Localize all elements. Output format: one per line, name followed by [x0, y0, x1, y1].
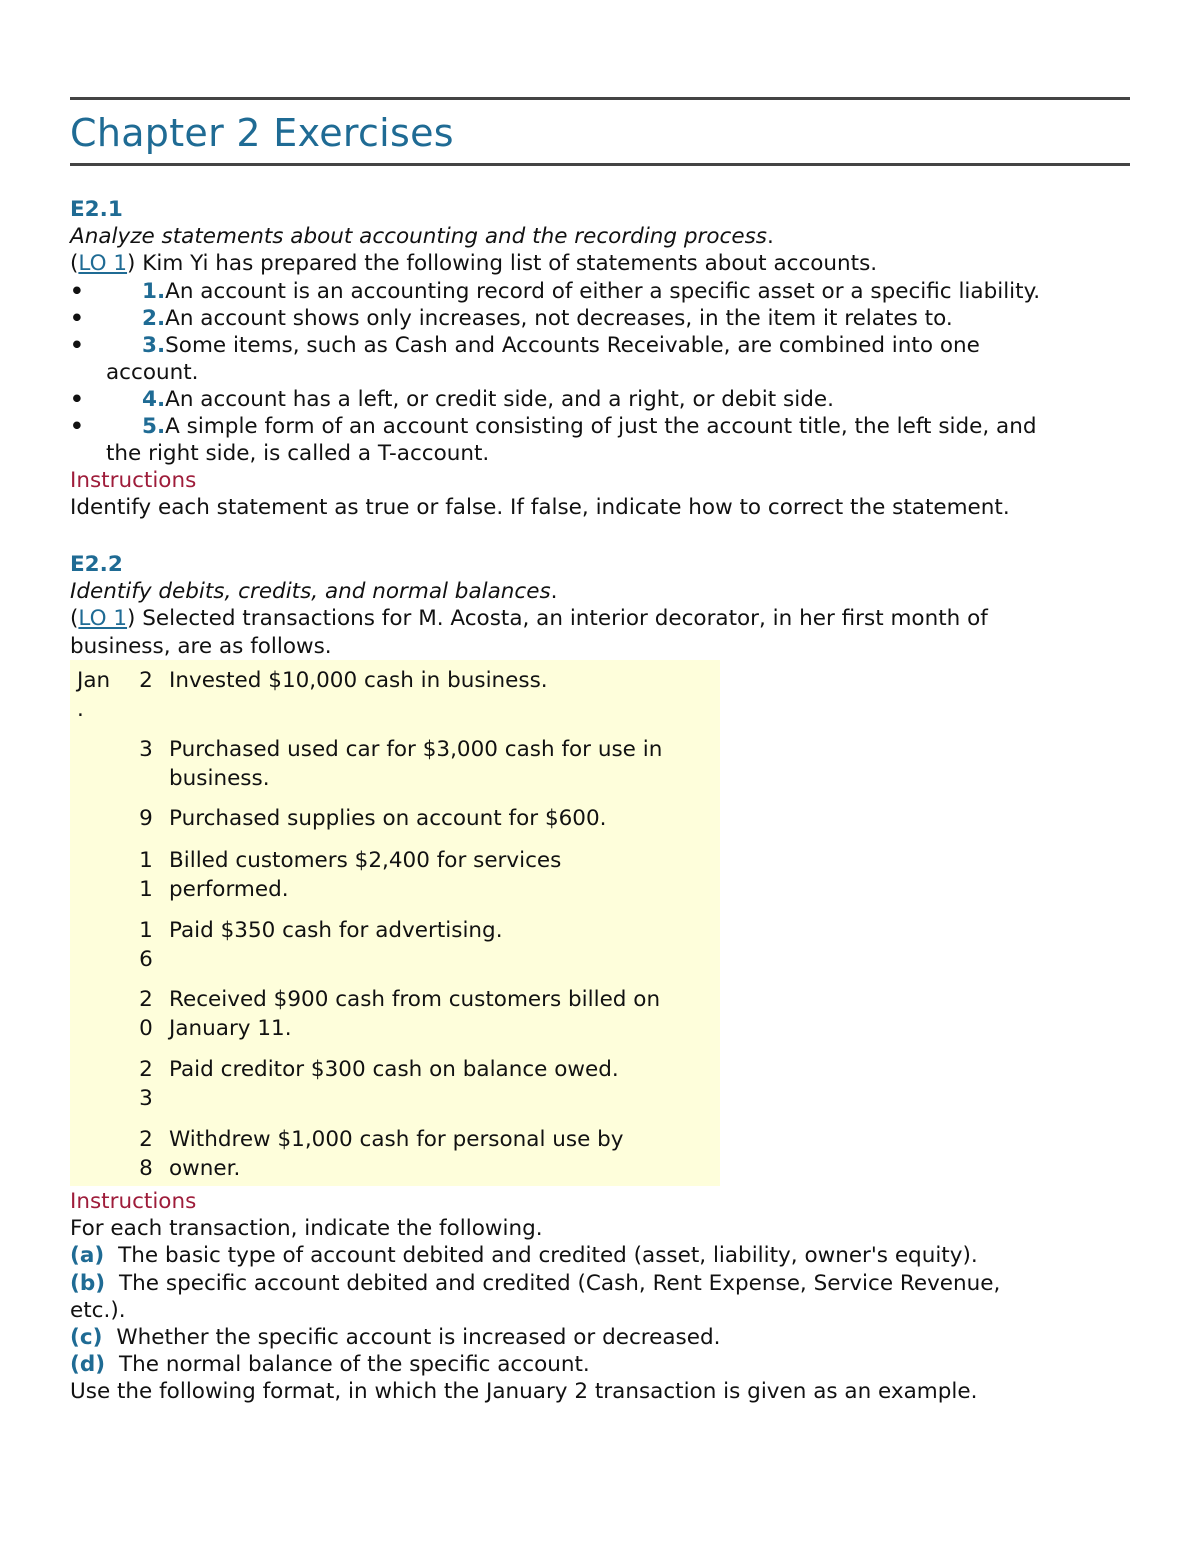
option-text: The normal balance of the specific account.	[119, 1352, 590, 1378]
bullet-icon: •	[70, 413, 84, 439]
bullet-icon: •	[70, 332, 84, 358]
option-label: (b)	[70, 1270, 106, 1296]
statement-number: 3.	[142, 332, 166, 358]
tx-description: Billed customers $2,400 for services performed.	[169, 848, 562, 902]
tx-day: 16	[139, 918, 153, 972]
tx-day: 2	[139, 668, 153, 693]
statement-number: 2.	[142, 305, 166, 331]
instructions-heading: Instructions	[70, 467, 197, 493]
instructions-intro: For each transaction, indicate the following.	[70, 1216, 543, 1242]
learning-objective-line	[70, 605, 1140, 632]
learning-objective-line	[70, 250, 1140, 277]
top-rule	[70, 97, 1130, 100]
list-item	[70, 305, 1140, 332]
tx-day: 9	[139, 806, 153, 831]
exercise-e2-2	[70, 551, 1140, 660]
instructions-heading: Instructions	[70, 1189, 197, 1214]
tx-description: Paid creditor $300 cash on balance owed.	[169, 1057, 619, 1082]
statement-text: An account has a left, or credit side, and a right, or debit side.	[165, 386, 834, 412]
list-item	[70, 278, 1140, 305]
option-label: (d)	[70, 1352, 106, 1378]
exercise-subtitle: Identify debits, credits, and normal balances	[70, 579, 551, 605]
exercise-id	[70, 551, 1140, 578]
tx-day: 3	[139, 737, 153, 762]
lo-description-continued: business, are as follows.	[70, 633, 332, 659]
option-label: (a)	[70, 1243, 105, 1269]
statement-number: 4.	[142, 386, 166, 412]
exercise-e2-1	[70, 196, 1140, 521]
lo-description: ) Selected transactions for M. Acosta, an interior decorator, in her first month of	[127, 606, 988, 632]
statement-text: A simple form of an account consisting of just the account title, the left side, and	[165, 413, 1037, 439]
statement-text-continued: the right side, is called a T-account.	[106, 440, 490, 466]
instructions-text: Identify each statement as true or false. If false, indicate how to correct the statement.	[70, 494, 1010, 520]
list-item	[70, 386, 1140, 413]
option-text: The specific account debited and credited (Cash, Rent Expense, Service Revenue,	[119, 1270, 1001, 1296]
option-d	[70, 1351, 1140, 1378]
exercise-number: E2.2	[70, 552, 123, 577]
statement-text: Some items, such as Cash and Accounts Receivable, are combined into one	[165, 332, 980, 358]
option-b	[70, 1270, 1140, 1297]
option-text: The basic type of account debited and credited (asset, liability, owner's equity).	[118, 1243, 978, 1269]
option-b-continued: etc.).	[70, 1297, 126, 1323]
exercise-subtitle-line	[70, 223, 1140, 250]
exercise-number: E2.1	[70, 197, 123, 222]
transactions-table	[70, 660, 720, 1186]
lo-link[interactable]: LO 1	[78, 251, 128, 277]
list-item	[70, 413, 1140, 467]
exercise-e2-2-instructions	[70, 1188, 1140, 1406]
tx-day: 23	[139, 1057, 153, 1111]
format-text: Use the following format, in which the January 2 transaction is given as an example.	[70, 1379, 978, 1405]
lo-paren: (	[70, 251, 79, 277]
statement-list	[70, 278, 1140, 467]
bullet-icon: •	[70, 386, 84, 412]
title-rule	[70, 163, 1130, 166]
list-item	[70, 332, 1140, 386]
statement-text: An account shows only increases, not decreases, in the item it relates to.	[165, 305, 953, 331]
option-text: Whether the specific account is increased or decreased.	[116, 1325, 721, 1351]
tx-description: Withdrew $1,000 cash for personal use by owner.	[169, 1127, 624, 1181]
tx-description: Purchased used car for $3,000 cash for use in business.	[169, 737, 663, 791]
option-a	[70, 1242, 1140, 1269]
subtitle-period: .	[550, 579, 558, 605]
bullet-icon: •	[70, 278, 84, 304]
option-label: (c)	[70, 1325, 103, 1351]
subtitle-period: .	[767, 224, 774, 250]
tx-day: 20	[139, 987, 153, 1041]
statement-number: 1.	[142, 278, 166, 304]
statement-text-continued: account.	[106, 359, 199, 385]
tx-description: Paid $350 cash for advertising.	[169, 918, 503, 943]
page-title: Chapter 2 Exercises	[70, 111, 454, 155]
lo-link[interactable]: LO 1	[78, 606, 128, 632]
tx-description: Invested $10,000 cash in business.	[169, 668, 548, 693]
exercise-subtitle: Analyze statements about accounting and the recording process	[70, 224, 767, 250]
tx-description: Received $900 cash from customers billed on January 11.	[169, 987, 661, 1041]
tx-description: Purchased supplies on account for $600.	[169, 806, 607, 831]
tx-month: Jan .	[77, 668, 111, 722]
bullet-icon: •	[70, 305, 84, 331]
lo-description: ) Kim Yi has prepared the following list of statements about accounts.	[127, 251, 878, 277]
exercise-id	[70, 196, 1140, 223]
exercise-subtitle-line	[70, 578, 1140, 605]
statement-number: 5.	[142, 413, 166, 439]
lo-paren: (	[70, 606, 79, 632]
tx-day: 28	[139, 1127, 153, 1181]
tx-day: 11	[139, 848, 153, 902]
statement-text: An account is an accounting record of either a specific asset or a specific liability.	[165, 278, 1041, 304]
option-c	[70, 1324, 1140, 1351]
